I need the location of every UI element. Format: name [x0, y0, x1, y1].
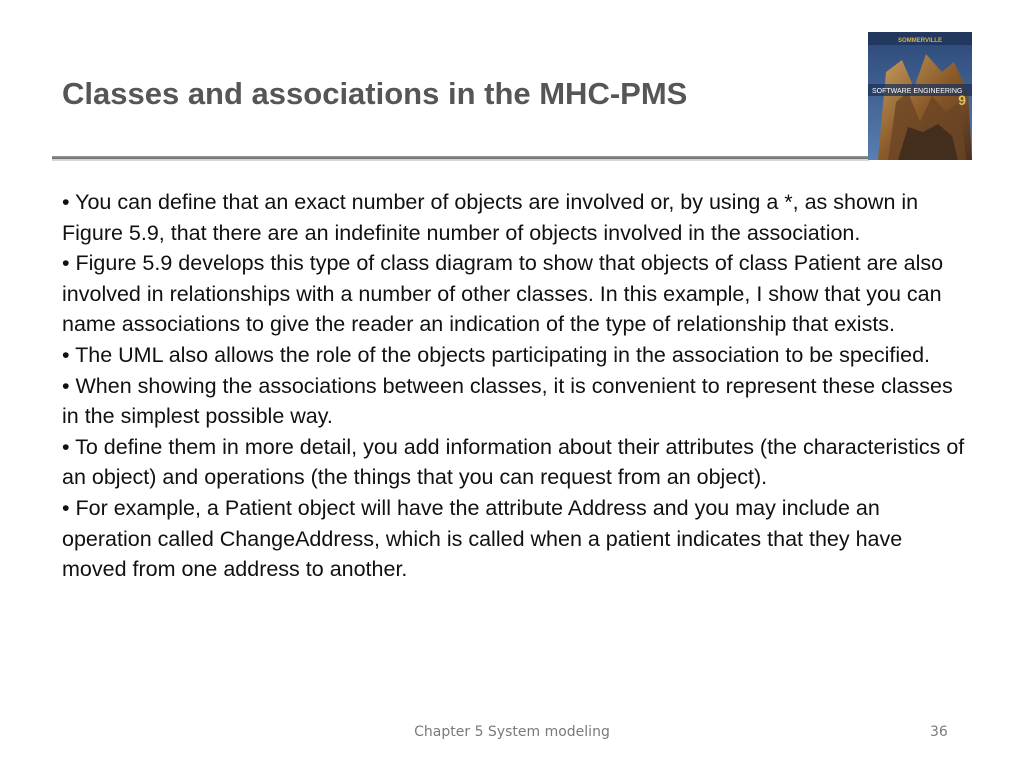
footer-page-number: 36	[930, 724, 948, 740]
book-cover-author: SOMMERVILLE	[898, 38, 942, 44]
book-cover-title: SOFTWARE ENGINEERING	[872, 88, 963, 95]
bullet-5: • To define them in more detail, you add information about their attributes (the characteristics of an object) and operations (the things that you can request from an object).	[62, 434, 965, 490]
bullet-6: • For example, a Patient object will have the attribute Address and you may include an operation called ChangeAddress, which is called when a patient indicates that they have moved from one address to another.	[62, 495, 903, 582]
title-divider-shadow	[52, 159, 869, 161]
bullet-2: • Figure 5.9 develops this type of class diagram to show that objects of class Patient are also involved in relationships with a number of other classes. In this example, I show that you can name associations to give the reader an indication of the type of relationship that exists.	[62, 251, 944, 337]
bullet-1: • You can define that an exact number of objects are involved or, by using a *, as shown in Figure 5.9, that there are an indefinite number of objects involved in the association.	[62, 190, 919, 245]
book-cover-edition: 9	[958, 92, 966, 108]
bullet-4: • When showing the associations between classes, it is convenient to represent these classes in the simplest possible way.	[62, 373, 953, 429]
slide-title: Classes and associations in the MHC-PMS	[62, 76, 688, 111]
bullet-3: • The UML also allows the role of the objects participating in the association to be specified.	[62, 342, 931, 367]
slide-body	[62, 187, 972, 585]
footer-chapter: Chapter 5 System modeling	[414, 724, 610, 740]
book-cover-image	[868, 32, 972, 160]
